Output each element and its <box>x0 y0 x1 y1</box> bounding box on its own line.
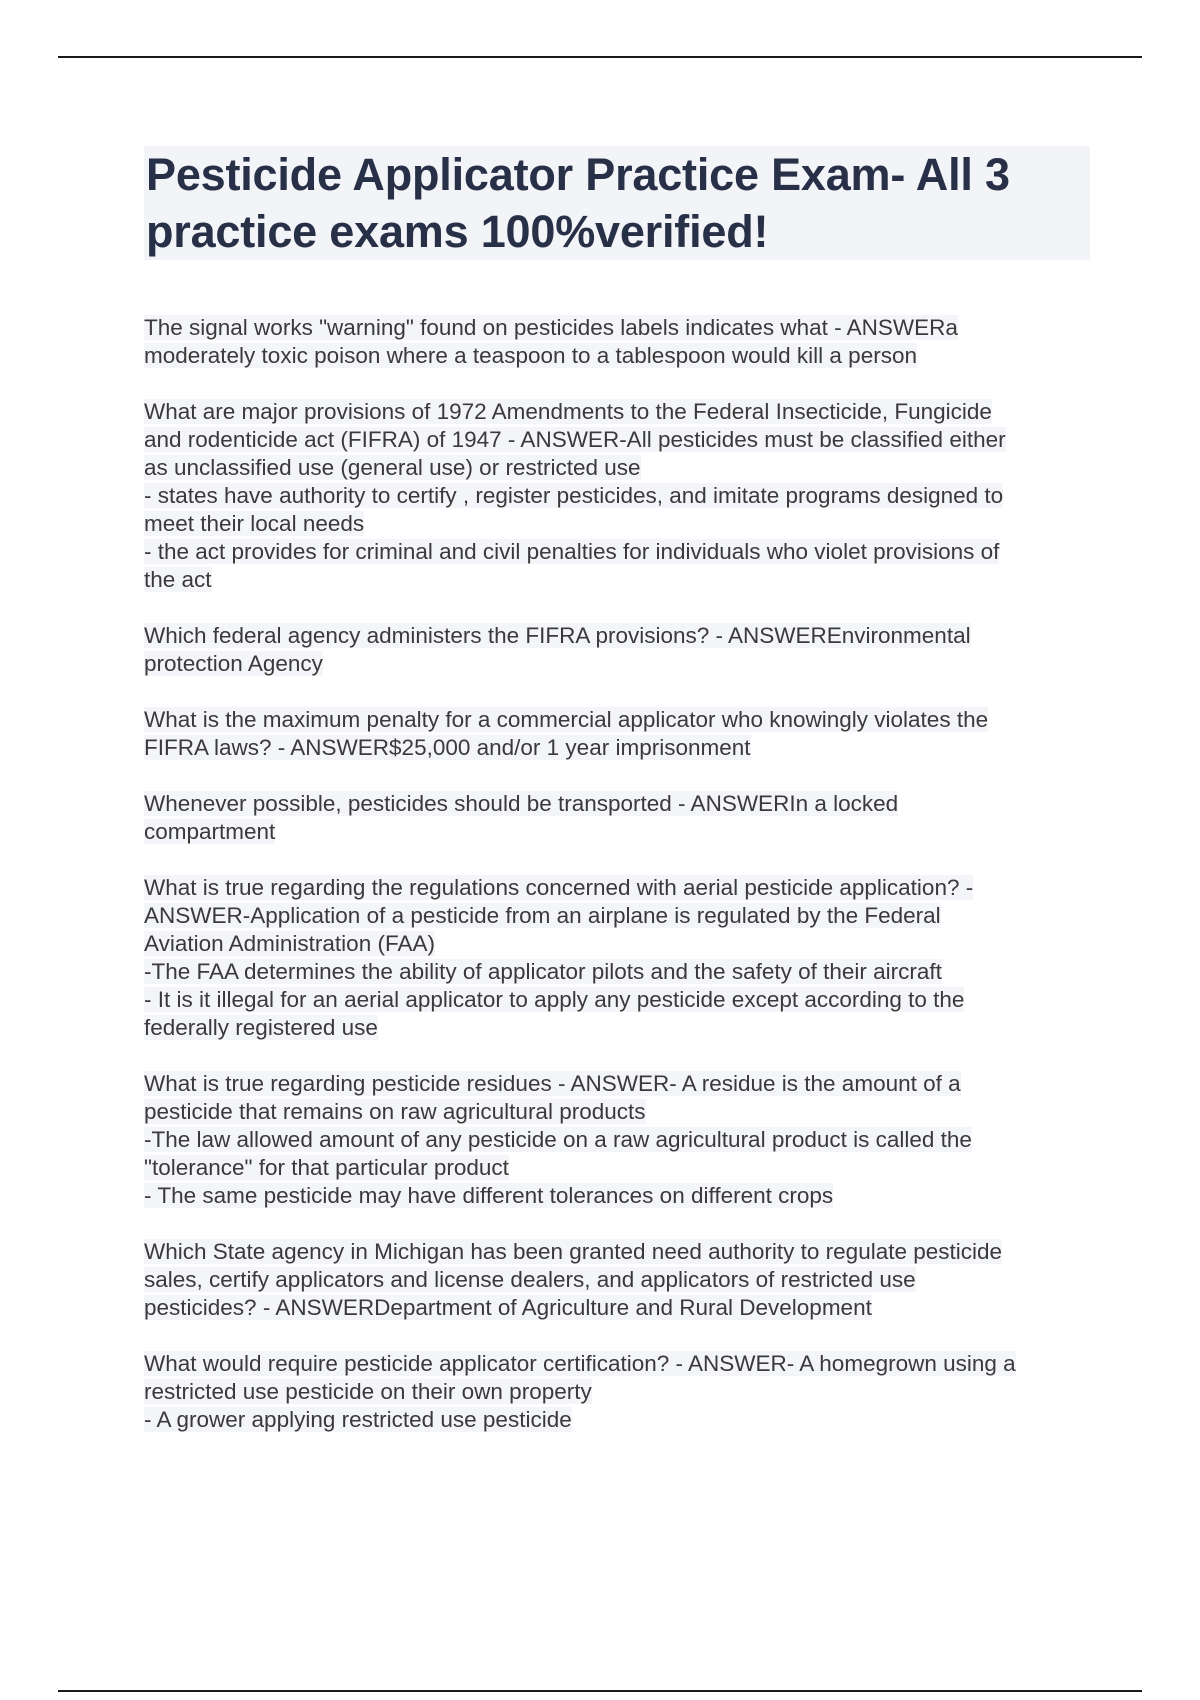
qa-item-5 <box>144 790 1090 846</box>
text-line: What would require pesticide applicator certification? - ANSWER- A homegrown using a <box>144 1351 1016 1376</box>
text-line: - the act provides for criminal and civil penalties for individuals who violet provisions of <box>144 539 1000 564</box>
qa-item-3 <box>144 622 1090 678</box>
text-line: - It is it illegal for an aerial applicator to apply any pesticide except according to the <box>144 987 965 1012</box>
text-line: meet their local needs <box>144 511 365 536</box>
text-line: What are major provisions of 1972 Amendments to the Federal Insecticide, Fungicide <box>144 399 992 424</box>
text-line: federally registered use <box>144 1015 378 1040</box>
text-line: pesticide that remains on raw agricultural products <box>144 1099 646 1124</box>
text-line: "tolerance" for that particular product <box>144 1155 509 1180</box>
text-line: Aviation Administration (FAA) <box>144 931 435 956</box>
text-line: -The FAA determines the ability of applicator pilots and the safety of their aircraft <box>144 959 942 984</box>
qa-item-9 <box>144 1350 1090 1434</box>
text-line: compartment <box>144 819 276 844</box>
text-line: - A grower applying restricted use pesticide <box>144 1407 572 1432</box>
text-line: Which State agency in Michigan has been granted need authority to regulate pesticide <box>144 1239 1003 1264</box>
title-line: Pesticide Applicator Practice Exam- All 3 <box>146 149 1010 200</box>
document-body <box>144 146 1090 1462</box>
document-title <box>146 146 1086 260</box>
text-line: The signal works "warning" found on pesticides labels indicates what - ANSWERa <box>144 315 958 340</box>
title-block <box>144 146 1090 260</box>
text-line: What is the maximum penalty for a commercial applicator who knowingly violates the <box>144 707 989 732</box>
text-line: - The same pesticide may have different tolerances on different crops <box>144 1183 834 1208</box>
qa-item-7 <box>144 1070 1090 1210</box>
title-line: practice exams 100%verified! <box>146 206 769 257</box>
qa-item-4 <box>144 706 1090 762</box>
text-line: pesticides? - ANSWERDepartment of Agriculture and Rural Development <box>144 1295 872 1320</box>
qa-item-6 <box>144 874 1090 1042</box>
text-line: sales, certify applicators and license dealers, and applicators of restricted use <box>144 1267 916 1292</box>
text-line: FIFRA laws? - ANSWER$25,000 and/or 1 year imprisonment <box>144 735 751 760</box>
qa-item-8 <box>144 1238 1090 1322</box>
text-line: - states have authority to certify , register pesticides, and imitate programs designed to <box>144 483 1004 508</box>
text-line: and rodenticide act (FIFRA) of 1947 - ANSWER-All pesticides must be classified either <box>144 427 1006 452</box>
bottom-rule <box>58 1690 1142 1692</box>
text-line: Which federal agency administers the FIFRA provisions? - ANSWEREnvironmental <box>144 623 971 648</box>
text-line: What is true regarding pesticide residues - ANSWER- A residue is the amount of a <box>144 1071 961 1096</box>
text-line: -The law allowed amount of any pesticide on a raw agricultural product is called the <box>144 1127 972 1152</box>
text-line: Whenever possible, pesticides should be transported - ANSWERIn a locked <box>144 791 899 816</box>
text-line: the act <box>144 567 212 592</box>
qa-item-2 <box>144 398 1090 594</box>
top-rule <box>58 56 1142 58</box>
text-line: ANSWER-Application of a pesticide from an airplane is regulated by the Federal <box>144 903 941 928</box>
text-line: restricted use pesticide on their own property <box>144 1379 592 1404</box>
text-line: What is true regarding the regulations concerned with aerial pesticide application? - <box>144 875 974 900</box>
text-line: as unclassified use (general use) or restricted use <box>144 455 641 480</box>
text-line: protection Agency <box>144 651 323 676</box>
text-line: moderately toxic poison where a teaspoon to a tablespoon would kill a person <box>144 343 917 368</box>
qa-item-1 <box>144 314 1090 370</box>
